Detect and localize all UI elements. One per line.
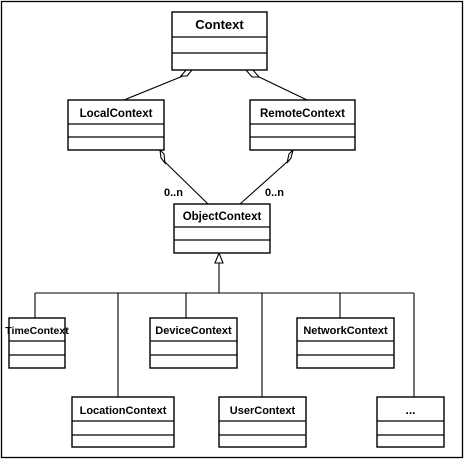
generalization-arrowhead — [215, 253, 223, 263]
class-name-localcontext: LocalContext — [79, 108, 153, 120]
class-name-objectcontext: ObjectContext — [182, 211, 262, 223]
class-name-more: ... — [405, 403, 416, 417]
edge-context-localcontext — [124, 76, 183, 100]
class-name-devicecontext: DeviceContext — [155, 325, 232, 337]
class-locationcontext — [72, 397, 174, 447]
multiplicity-remote-object: 0..n — [265, 187, 284, 199]
aggregation-diamond-local-object — [160, 150, 165, 163]
class-context — [172, 12, 267, 70]
aggregation-diamond-context-local — [181, 70, 192, 76]
class-name-remotecontext: RemoteContext — [260, 108, 345, 120]
class-name-networkcontext: NetworkContext — [303, 325, 388, 337]
class-usercontext — [219, 397, 306, 447]
edge-context-remotecontext — [257, 76, 307, 100]
class-name-usercontext: UserContext — [229, 405, 296, 417]
class-name-context: Context — [195, 17, 244, 32]
multiplicity-local-object: 0..n — [164, 187, 183, 199]
aggregation-diamond-context-remote — [246, 70, 259, 77]
aggregation-diamond-remote-object — [287, 150, 293, 163]
class-more — [377, 397, 444, 447]
class-networkcontext — [297, 318, 394, 368]
class-name-timecontext: TimeContext — [5, 325, 69, 337]
class-objectcontext — [174, 204, 270, 253]
class-devicecontext — [150, 318, 237, 368]
class-timecontext — [5, 318, 69, 368]
class-localcontext — [68, 100, 164, 150]
class-name-locationcontext: LocationContext — [79, 405, 167, 417]
class-remotecontext — [250, 100, 355, 150]
